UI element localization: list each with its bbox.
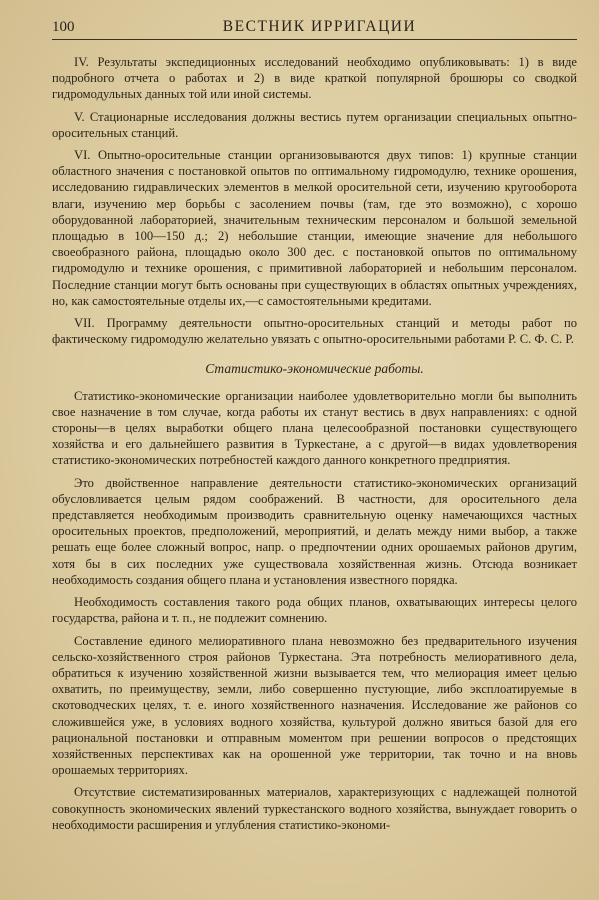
paragraph: Статистико-экономические организации наиболее удовлетворительно могли бы выполнить свое назначение в том случае, когда работы их станут вестись в двух направлениях: с одной стороны—в целях выработки общего плана целесообразной постановки существующего хозяйства и его дальнейшего развития в Туркестане, а с другой—в видах удовлетворения статистико-экономических потребностей каждого данного конкретного предприятия. xyxy=(52,388,577,468)
paragraph: Отсутствие систематизированных материалов, характеризующих с надлежащей полнотой совокупность экономических явлений туркестанского водного хозяйства, вынуждает говорить о необходимости расширения и углубления статистико-экономи- xyxy=(52,785,577,832)
paragraph-vi: VI. Опытно-оросительные станции организовываются двух типов: 1) крупные станции областного значения с постановкой опытов по оптимальному гидромодулю, технике орошения, исследованию гидравлических элементов в мелкой оросительной сети, изучению кругооборота влаги, изучению мер борьбы с засолением почвы (там, где это возможно), с хорошо оборудованной лабораторией, значительным техническим персоналом и большой земельной площадью в 100—150 д.; 2) небольшие станции, имеющие значение для небольшого своеобразного района, площадью около 300 дес. с постановкой опытов по оптимальному гидромодулю и технике орошения, с примитивной лабораторией и небольшим персоналом. Последние станции могут быть основаны при существующих в областях опытных учреждениях, но, как самостоятельные отделы их,—с самостоятельными кредитами. xyxy=(52,148,577,308)
paragraph-v: V. Стационарные исследования должны вестись путем организации специальных опытно-оросительных станций. xyxy=(52,109,577,140)
paragraph-vii: VII. Программу деятельности опытно-оросительных станций и методы работ по фактическому гидромодулю желательно увязать с опытно-оросительными работами Р. С. Ф. С. Р. xyxy=(52,316,577,347)
paragraph: Необходимость составления такого рода общих планов, охватывающих интересы целого государства, района и т. п., не подлежит сомнению. xyxy=(52,595,577,626)
paragraph-iv: IV. Результаты экспедиционных исследований необходимо опубликовывать: 1) в виде подробного отчета о работах и 2) в виде краткой популярной брошюры со сводкой гидромодульных данных той или иной системы. xyxy=(52,55,577,102)
page-number: 100 xyxy=(52,19,75,35)
running-title: ВЕСТНИК ИРРИГАЦИИ xyxy=(222,18,417,35)
page-header xyxy=(52,18,577,40)
paragraph: Это двойственное направление деятельности статистико-экономических организаций обусловливается целым рядом соображений. В частности, для оросительного дела представляется необходимым производить сравнительную оценку намечающихся частных оросительных проектов, предположений, мероприятий, и делать между ними выбор, а также решать еще более сложный вопрос, напр. о предпочтении одних орошаемых районов другим, хотя бы в сих последних уже существовала хозяйственная жизнь. Отсюда возникает необходимость создания общего плана и установления известного порядка. xyxy=(52,475,577,587)
paragraph: Составление единого мелиоративного плана невозможно без предварительного изучения сельско-хозяйственного строя районов Туркестана. Эта потребность мелиоративного дела, обратиться к изучению хозяйственной жизни вызывается тем, что мелиорация имеет целью охватить, по преимуществу, земли, либо совершенно пустующие, либо эксплоатируемые в скотоводческих целях, т. е. иного хозяйственного назначения. Исследование же районов со сложившейся уже, в условиях водного хозяйства, культурой должно явиться базой для его рациональной постановки и отправным моментом при решении вопросов о предстоящих хозяйственных перспективах как на орошенной уже территории, так точно и на вновь орошаемых территориях. xyxy=(52,633,577,778)
section-title: Статистико-экономические работы. xyxy=(205,361,424,377)
